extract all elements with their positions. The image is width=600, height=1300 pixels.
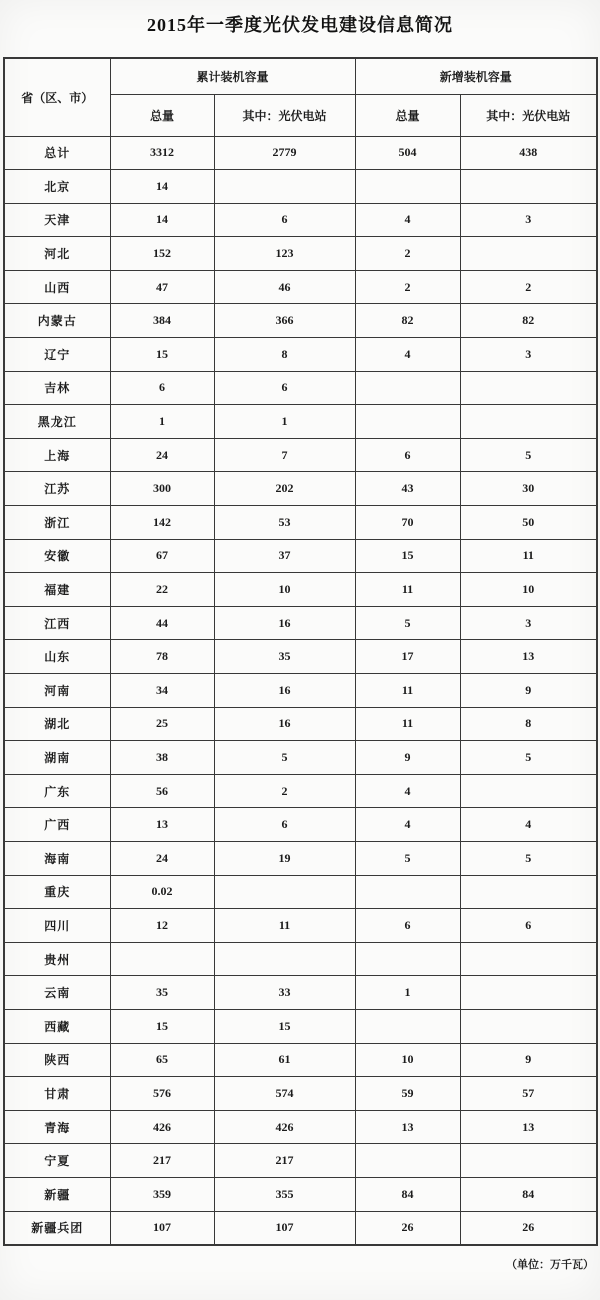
new-pv-cell [460, 237, 597, 271]
header-group-cumulative: 累计装机容量 [110, 58, 355, 94]
cumulative-total-cell: 14 [110, 170, 214, 204]
table-row [4, 1077, 597, 1111]
province-cell: 安徽 [4, 539, 110, 573]
province-cell: 黑龙江 [4, 405, 110, 439]
province-cell: 北京 [4, 170, 110, 204]
header-sub-total-cumulative: 总量 [110, 94, 214, 136]
new-pv-cell: 84 [460, 1177, 597, 1211]
cumulative-pv-cell: 7 [214, 438, 355, 472]
table-row [4, 707, 597, 741]
province-cell: 海南 [4, 841, 110, 875]
table-row [4, 741, 597, 775]
table-body [4, 136, 597, 1245]
cumulative-total-cell: 44 [110, 606, 214, 640]
new-total-cell: 15 [355, 539, 460, 573]
new-pv-cell: 2 [460, 270, 597, 304]
table-row [4, 1009, 597, 1043]
table-row [4, 338, 597, 372]
cumulative-total-cell: 576 [110, 1077, 214, 1111]
table-row [4, 506, 597, 540]
province-cell: 上海 [4, 438, 110, 472]
cumulative-total-cell: 78 [110, 640, 214, 674]
new-pv-cell: 5 [460, 741, 597, 775]
province-cell: 湖南 [4, 741, 110, 775]
new-pv-cell: 5 [460, 841, 597, 875]
new-pv-cell: 10 [460, 573, 597, 607]
province-cell: 山东 [4, 640, 110, 674]
table-row [4, 808, 597, 842]
table-row [4, 1043, 597, 1077]
table-row [4, 841, 597, 875]
cumulative-pv-cell: 8 [214, 338, 355, 372]
new-pv-cell [460, 774, 597, 808]
new-pv-cell [460, 875, 597, 909]
table-row [4, 438, 597, 472]
table-row [4, 203, 597, 237]
province-cell: 湖北 [4, 707, 110, 741]
province-cell: 广西 [4, 808, 110, 842]
cumulative-total-cell: 15 [110, 338, 214, 372]
new-total-cell [355, 942, 460, 976]
new-pv-cell: 57 [460, 1077, 597, 1111]
header-sub-pv-cumulative: 其中：光伏电站 [214, 94, 355, 136]
new-total-cell [355, 875, 460, 909]
cumulative-total-cell: 24 [110, 438, 214, 472]
cumulative-total-cell: 0.02 [110, 875, 214, 909]
cumulative-total-cell: 359 [110, 1177, 214, 1211]
cumulative-total-cell: 3312 [110, 136, 214, 170]
header-sub-pv-new: 其中：光伏电站 [460, 94, 597, 136]
new-total-cell: 13 [355, 1110, 460, 1144]
province-cell: 浙江 [4, 506, 110, 540]
table-row [4, 1177, 597, 1211]
table-row [4, 942, 597, 976]
cumulative-total-cell: 67 [110, 539, 214, 573]
cumulative-pv-cell: 6 [214, 808, 355, 842]
new-total-cell: 5 [355, 841, 460, 875]
cumulative-pv-cell: 366 [214, 304, 355, 338]
table-header [4, 58, 597, 136]
cumulative-pv-cell: 33 [214, 976, 355, 1010]
province-cell: 山西 [4, 270, 110, 304]
cumulative-pv-cell: 61 [214, 1043, 355, 1077]
cumulative-total-cell: 384 [110, 304, 214, 338]
new-pv-cell: 13 [460, 1110, 597, 1144]
new-total-cell [355, 371, 460, 405]
page-title: 2015年一季度光伏发电建设信息简况 [147, 15, 453, 35]
cumulative-total-cell: 24 [110, 841, 214, 875]
cumulative-pv-cell: 16 [214, 674, 355, 708]
cumulative-pv-cell: 6 [214, 371, 355, 405]
new-pv-cell: 30 [460, 472, 597, 506]
new-total-cell: 84 [355, 1177, 460, 1211]
cumulative-pv-cell: 217 [214, 1144, 355, 1178]
table-row [4, 909, 597, 943]
cumulative-pv-cell: 53 [214, 506, 355, 540]
new-pv-cell: 3 [460, 338, 597, 372]
pv-capacity-table [3, 57, 598, 1246]
province-cell: 青海 [4, 1110, 110, 1144]
new-total-cell: 6 [355, 909, 460, 943]
table-row [4, 1110, 597, 1144]
new-pv-cell: 50 [460, 506, 597, 540]
new-total-cell: 26 [355, 1211, 460, 1245]
cumulative-pv-cell: 10 [214, 573, 355, 607]
new-total-cell: 9 [355, 741, 460, 775]
new-pv-cell [460, 1144, 597, 1178]
cumulative-pv-cell: 35 [214, 640, 355, 674]
new-pv-cell [460, 371, 597, 405]
table-row [4, 875, 597, 909]
unit-note: （单位：万千瓦） [506, 1258, 594, 1271]
province-cell: 西藏 [4, 1009, 110, 1043]
table-row [4, 539, 597, 573]
table-row [4, 304, 597, 338]
province-cell: 新疆 [4, 1177, 110, 1211]
table-row [4, 472, 597, 506]
table-row [4, 1211, 597, 1245]
cumulative-total-cell: 107 [110, 1211, 214, 1245]
province-cell: 贵州 [4, 942, 110, 976]
cumulative-total-cell: 47 [110, 270, 214, 304]
new-total-cell: 43 [355, 472, 460, 506]
new-pv-cell: 5 [460, 438, 597, 472]
new-total-cell [355, 170, 460, 204]
new-pv-cell: 82 [460, 304, 597, 338]
cumulative-pv-cell: 2779 [214, 136, 355, 170]
province-cell: 河北 [4, 237, 110, 271]
header-sub-total-new: 总量 [355, 94, 460, 136]
new-total-cell: 4 [355, 808, 460, 842]
cumulative-pv-cell: 19 [214, 841, 355, 875]
table-row [4, 270, 597, 304]
cumulative-total-cell: 217 [110, 1144, 214, 1178]
new-pv-cell: 11 [460, 539, 597, 573]
cumulative-pv-cell: 1 [214, 405, 355, 439]
cumulative-pv-cell: 123 [214, 237, 355, 271]
province-cell: 总计 [4, 136, 110, 170]
new-pv-cell [460, 976, 597, 1010]
province-cell: 河南 [4, 674, 110, 708]
cumulative-total-cell [110, 942, 214, 976]
new-total-cell: 11 [355, 573, 460, 607]
province-cell: 内蒙古 [4, 304, 110, 338]
cumulative-total-cell: 35 [110, 976, 214, 1010]
province-cell: 吉林 [4, 371, 110, 405]
cumulative-pv-cell: 37 [214, 539, 355, 573]
cumulative-pv-cell [214, 170, 355, 204]
new-pv-cell [460, 942, 597, 976]
cumulative-pv-cell: 16 [214, 707, 355, 741]
cumulative-pv-cell: 5 [214, 741, 355, 775]
cumulative-pv-cell: 202 [214, 472, 355, 506]
cumulative-pv-cell: 46 [214, 270, 355, 304]
cumulative-pv-cell [214, 942, 355, 976]
cumulative-total-cell: 15 [110, 1009, 214, 1043]
table-row [4, 170, 597, 204]
province-cell: 江西 [4, 606, 110, 640]
table-row [4, 371, 597, 405]
new-total-cell: 70 [355, 506, 460, 540]
cumulative-total-cell: 426 [110, 1110, 214, 1144]
province-cell: 四川 [4, 909, 110, 943]
cumulative-total-cell: 6 [110, 371, 214, 405]
new-total-cell: 6 [355, 438, 460, 472]
table-row [4, 640, 597, 674]
new-total-cell: 17 [355, 640, 460, 674]
new-total-cell: 4 [355, 203, 460, 237]
new-pv-cell: 9 [460, 1043, 597, 1077]
cumulative-total-cell: 1 [110, 405, 214, 439]
table-row [4, 674, 597, 708]
new-pv-cell: 8 [460, 707, 597, 741]
new-pv-cell [460, 1009, 597, 1043]
cumulative-pv-cell: 2 [214, 774, 355, 808]
table-row [4, 405, 597, 439]
new-pv-cell: 438 [460, 136, 597, 170]
new-total-cell: 11 [355, 707, 460, 741]
province-cell: 重庆 [4, 875, 110, 909]
header-group-row [4, 58, 597, 94]
cumulative-total-cell: 142 [110, 506, 214, 540]
new-pv-cell: 13 [460, 640, 597, 674]
cumulative-total-cell: 25 [110, 707, 214, 741]
cumulative-total-cell: 65 [110, 1043, 214, 1077]
cumulative-total-cell: 300 [110, 472, 214, 506]
new-total-cell: 4 [355, 338, 460, 372]
cumulative-pv-cell: 15 [214, 1009, 355, 1043]
new-total-cell: 2 [355, 270, 460, 304]
cumulative-pv-cell: 16 [214, 606, 355, 640]
province-cell: 云南 [4, 976, 110, 1010]
cumulative-total-cell: 22 [110, 573, 214, 607]
new-total-cell [355, 1144, 460, 1178]
cumulative-total-cell: 152 [110, 237, 214, 271]
province-cell: 甘肃 [4, 1077, 110, 1111]
province-cell: 陕西 [4, 1043, 110, 1077]
new-total-cell [355, 1009, 460, 1043]
new-total-cell: 11 [355, 674, 460, 708]
cumulative-pv-cell: 355 [214, 1177, 355, 1211]
new-pv-cell [460, 405, 597, 439]
new-pv-cell [460, 170, 597, 204]
table-row [4, 237, 597, 271]
new-pv-cell: 9 [460, 674, 597, 708]
cumulative-pv-cell: 11 [214, 909, 355, 943]
province-cell: 宁夏 [4, 1144, 110, 1178]
new-total-cell [355, 405, 460, 439]
table-row [4, 606, 597, 640]
cumulative-pv-cell: 574 [214, 1077, 355, 1111]
table-row [4, 976, 597, 1010]
cumulative-pv-cell: 6 [214, 203, 355, 237]
new-total-cell: 10 [355, 1043, 460, 1077]
table-row [4, 1144, 597, 1178]
province-cell: 江苏 [4, 472, 110, 506]
cumulative-total-cell: 38 [110, 741, 214, 775]
cumulative-total-cell: 56 [110, 774, 214, 808]
new-pv-cell: 3 [460, 203, 597, 237]
new-total-cell: 504 [355, 136, 460, 170]
new-pv-cell: 3 [460, 606, 597, 640]
table-row [4, 136, 597, 170]
new-pv-cell: 26 [460, 1211, 597, 1245]
table-row [4, 774, 597, 808]
cumulative-total-cell: 12 [110, 909, 214, 943]
cumulative-pv-cell: 426 [214, 1110, 355, 1144]
province-cell: 广东 [4, 774, 110, 808]
new-total-cell: 4 [355, 774, 460, 808]
table-row [4, 573, 597, 607]
new-total-cell: 59 [355, 1077, 460, 1111]
header-group-new: 新增装机容量 [355, 58, 597, 94]
province-cell: 辽宁 [4, 338, 110, 372]
cumulative-total-cell: 13 [110, 808, 214, 842]
cumulative-total-cell: 14 [110, 203, 214, 237]
cumulative-total-cell: 34 [110, 674, 214, 708]
cumulative-pv-cell [214, 875, 355, 909]
province-cell: 天津 [4, 203, 110, 237]
new-pv-cell: 6 [460, 909, 597, 943]
province-cell: 福建 [4, 573, 110, 607]
cumulative-pv-cell: 107 [214, 1211, 355, 1245]
new-total-cell: 5 [355, 606, 460, 640]
new-total-cell: 82 [355, 304, 460, 338]
province-cell: 新疆兵团 [4, 1211, 110, 1245]
new-pv-cell: 4 [460, 808, 597, 842]
new-total-cell: 1 [355, 976, 460, 1010]
new-total-cell: 2 [355, 237, 460, 271]
header-province: 省（区、市） [4, 58, 110, 136]
